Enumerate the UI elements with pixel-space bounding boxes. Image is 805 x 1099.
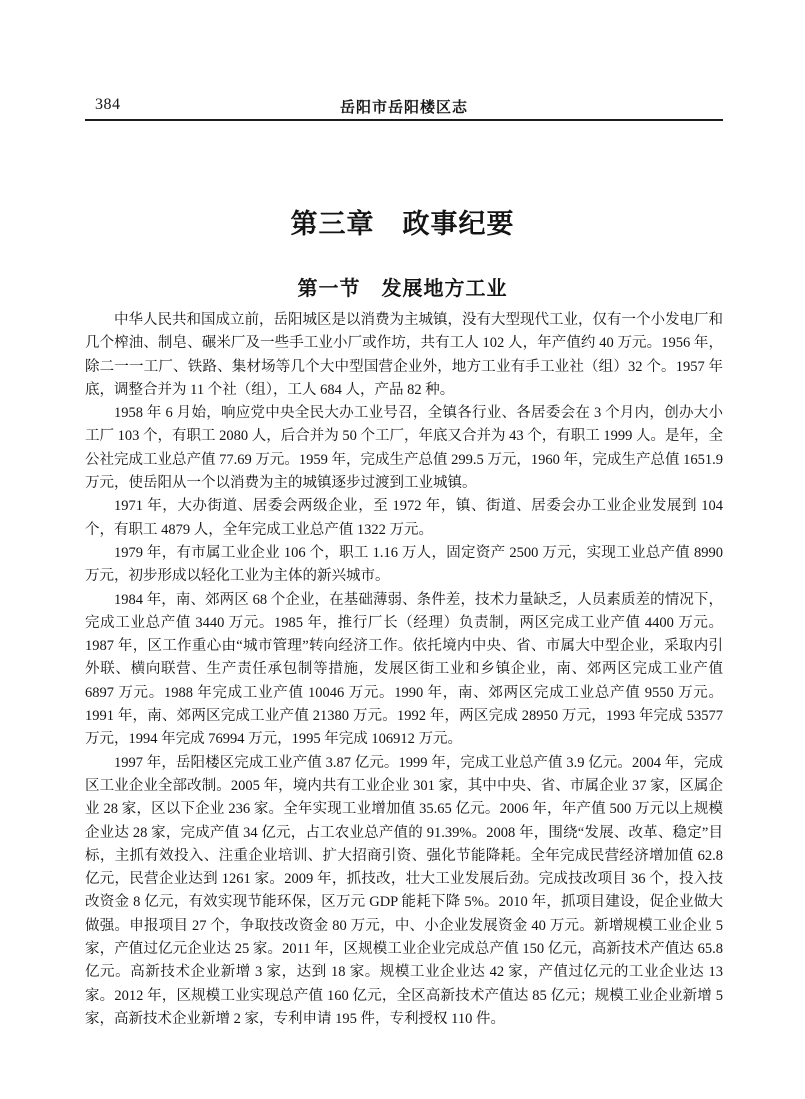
running-header	[85, 96, 723, 118]
body-paragraph: 1958 年 6 月始，响应党中央全民大办工业号召，全镇各行业、各居委会在 3 个月内，创办大小工厂 103 个，有职工 2080 人，后合并为 50 个工厂，年底又合并为 43 个，有职工 1999 人。是年，全公社完成工业总产值 77.69 万元。1959 年，完成生产总值 299.5 万元，1960 年，完成生产总值 1651.9 万元，使岳阳从一个以消费为主的城镇逐步过渡到工业城镇。	[85, 405, 723, 492]
section-title: 第一节 发展地方工业	[297, 278, 508, 300]
body-paragraph: 1997 年，岳阳楼区完成工业产值 3.87 亿元。1999 年，完成工业总产值 3.9 亿元。2004 年，完成区工业企业全部改制。2005 年，境内共有工业企业 301 家，其中中央、省、市属企业 37 家，区属企业 28 家，区以下企业 236 家。全年实现工业增加值 35.65 亿元。2006 年，年产值 500 万元以上规模企业达 28 家，完成产值 34 亿元，占工农业总产值的 91.39%。2008 年，围绕“发展、改革、稳定”目标，主抓有效投入、注重企业培训、扩大招商引资、强化节能降耗。全年完成民营经济增加值 62.8 亿元，民营企业达到 1261 家。2009 年，抓技改，壮大工业发展后劲。完成技改项目 36 个，投入技改资金 8 亿元，有效实现节能环保，区万元 GDP 能耗下降 5%。2010 年，抓项目建设，促企业做大做强。申报项目 27 个，争取技改资金 80 万元，中、小企业发展资金 40 万元。新增规模工业企业 5 家，产值过亿元企业达 25 家。2011 年，区规模工业企业完成总产值 150 亿元，高新技术产值达 65.8 亿元。高新技术企业新增 3 家，达到 18 家。规模工业企业达 42 家，产值过亿元的工业企业达 13 家。2012 年，区规模工业实现总产值 160 亿元，全区高新技术产值达 85 亿元；规模工业企业新增 5 家，高新技术企业新增 2 家，专利申请 195 件，专利授权 110 件。	[85, 754, 723, 1027]
body-paragraph: 1971 年，大办街道、居委会两级企业，至 1972 年，镇、街道、居委会办工业企业发展到 104 个，有职工 4879 人，全年完成工业总产值 1322 万元。	[85, 498, 723, 538]
header-rule	[85, 119, 723, 121]
body-paragraph: 1979 年，有市属工业企业 106 个，职工 1.16 万人，固定资产 2500 万元，实现工业总产值 8990 万元，初步形成以轻化工业为主体的新兴城市。	[85, 544, 723, 585]
chapter-title: 第三章 政事纪要	[290, 209, 515, 239]
page-number: 384	[95, 96, 121, 113]
body-paragraph: 1984 年，南、郊两区 68 个企业，在基础薄弱、条件差，技术力量缺乏，人员素质差的情况下，完成工业总产值 3440 万元。1985 年，推行厂长（经理）负责制，两区完成工业产值 4400 万元。1987 年，区工作重心由“城市管理”转向经济工作。依托境内中央、省、市属大中型企业，采取内引外联、横向联营、生产责任承包制等措施，发展区街工业和乡镇企业，南、郊两区完成工业产值 6897 万元。1988 年完成工业产值 10046 万元。1990 年，南、郊两区完成工业总产值 9550 万元。1991 年，南、郊两区完成工业产值 21380 万元。1992 年，两区完成 28950 万元，1993 年完成 53577 万元，1994 年完成 76994 万元，1995 年完成 106912 万元。	[85, 591, 723, 748]
body-text	[85, 309, 723, 1031]
body-paragraph: 中华人民共和国成立前，岳阳城区是以消费为主城镇，没有大型现代工业，仅有一个小发电厂和几个榨油、制皂、碾米厂及一些手工业小厂或作坊，共有工人 102 人，年产值约 40 万元。1956 年，除二一一工厂、铁路、集材场等几个大中型国营企业外，地方工业有手工业社（组）32 个。1957 年底，调整合并为 11 个社（组），工人 684 人，产品 82 种。	[85, 312, 723, 398]
running-header-title: 岳阳市岳阳楼区志	[339, 99, 468, 116]
